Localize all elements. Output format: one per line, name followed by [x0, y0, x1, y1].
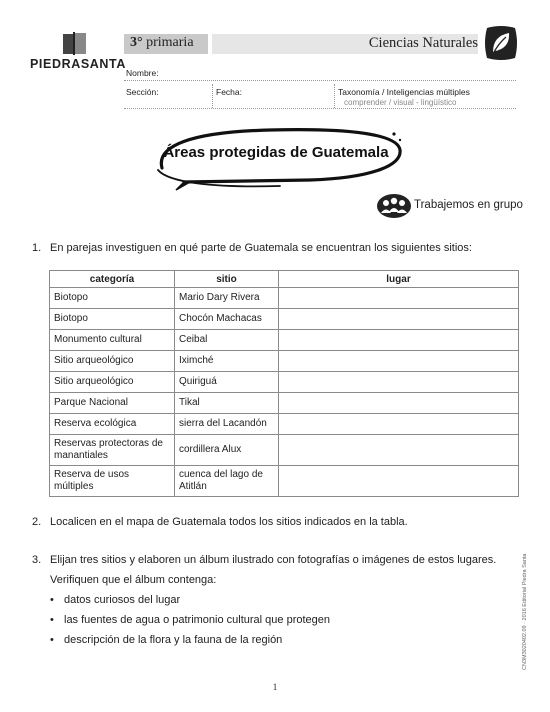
cell-sitio: Iximché [175, 351, 279, 372]
header-sitio: sitio [175, 271, 279, 288]
cell-sitio: cordillera Alux [175, 435, 279, 466]
seccion-label: Sección: [126, 87, 159, 97]
cell-lugar[interactable] [279, 288, 519, 309]
side-code: CN3M3020402.09 · 2016 Editorial Piedra Santa [522, 553, 528, 670]
cell-categoria: Reservas protectoras de manantiales [50, 435, 175, 466]
cell-lugar[interactable] [279, 372, 519, 393]
seccion-line [124, 108, 516, 109]
sites-table [49, 270, 519, 497]
cell-categoria: Parque Nacional [50, 393, 175, 414]
page-number: 1 [272, 682, 278, 692]
subject-title: Ciencias Naturales [368, 35, 478, 51]
cell-lugar[interactable] [279, 414, 519, 435]
table-row [50, 466, 519, 497]
leaf-icon [483, 24, 519, 62]
table-row [50, 372, 519, 393]
cell-categoria: Reserva ecológica [50, 414, 175, 435]
table-row [50, 414, 519, 435]
cell-lugar[interactable] [279, 466, 519, 497]
group-work-label: Trabajemos en grupo [414, 199, 523, 211]
publisher-logo: PIEDRASANTA [30, 57, 126, 71]
group-people-icon [376, 193, 412, 219]
cell-categoria: Biotopo [50, 288, 175, 309]
table-row [50, 393, 519, 414]
nombre-label: Nombre: [126, 68, 159, 78]
cell-sitio: sierra del Lacandón [175, 414, 279, 435]
cell-lugar[interactable] [279, 393, 519, 414]
cell-sitio: Ceibal [175, 330, 279, 351]
cell-categoria: Sitio arqueológico [50, 351, 175, 372]
cell-categoria: Reserva de usos múltiples [50, 466, 175, 497]
divider [212, 84, 213, 108]
cell-categoria: Sitio arqueológico [50, 372, 175, 393]
taxonomy-label: Taxonomía / Inteligencias múltiples [338, 87, 470, 97]
cell-categoria: Biotopo [50, 309, 175, 330]
cell-lugar[interactable] [279, 351, 519, 372]
book-icon [62, 32, 88, 56]
taxonomy-sub: comprender / visual - lingüístico [344, 98, 457, 107]
table-row [50, 351, 519, 372]
table-row [50, 435, 519, 466]
nombre-line[interactable] [124, 80, 516, 81]
table-row [50, 288, 519, 309]
grade-label: 3° primaria [130, 35, 194, 50]
header-categoria: categoría [50, 271, 175, 288]
cell-sitio: Mario Dary Rivera [175, 288, 279, 309]
cell-sitio: Chocón Machacas [175, 309, 279, 330]
cell-lugar[interactable] [279, 309, 519, 330]
divider [334, 84, 335, 108]
cell-lugar[interactable] [279, 435, 519, 466]
table-header-row [50, 271, 519, 288]
cell-categoria: Monumento cultural [50, 330, 175, 351]
cell-sitio: Quiriguá [175, 372, 279, 393]
cell-lugar[interactable] [279, 330, 519, 351]
cell-sitio: cuenca del lago de Atitlán [175, 466, 279, 497]
cell-sitio: Tikal [175, 393, 279, 414]
table-row [50, 330, 519, 351]
list-item: 3. Elijan tres sitios y elaboren un álbum ilustrado con fotografías o imágenes de estos lugares. Verifiquen que el álbum contenga: [32, 554, 497, 586]
fecha-label: Fecha: [216, 87, 242, 97]
table-row [50, 309, 519, 330]
header-lugar: lugar [279, 271, 519, 288]
page-title: Áreas protegidas de Guatemala [163, 144, 389, 161]
